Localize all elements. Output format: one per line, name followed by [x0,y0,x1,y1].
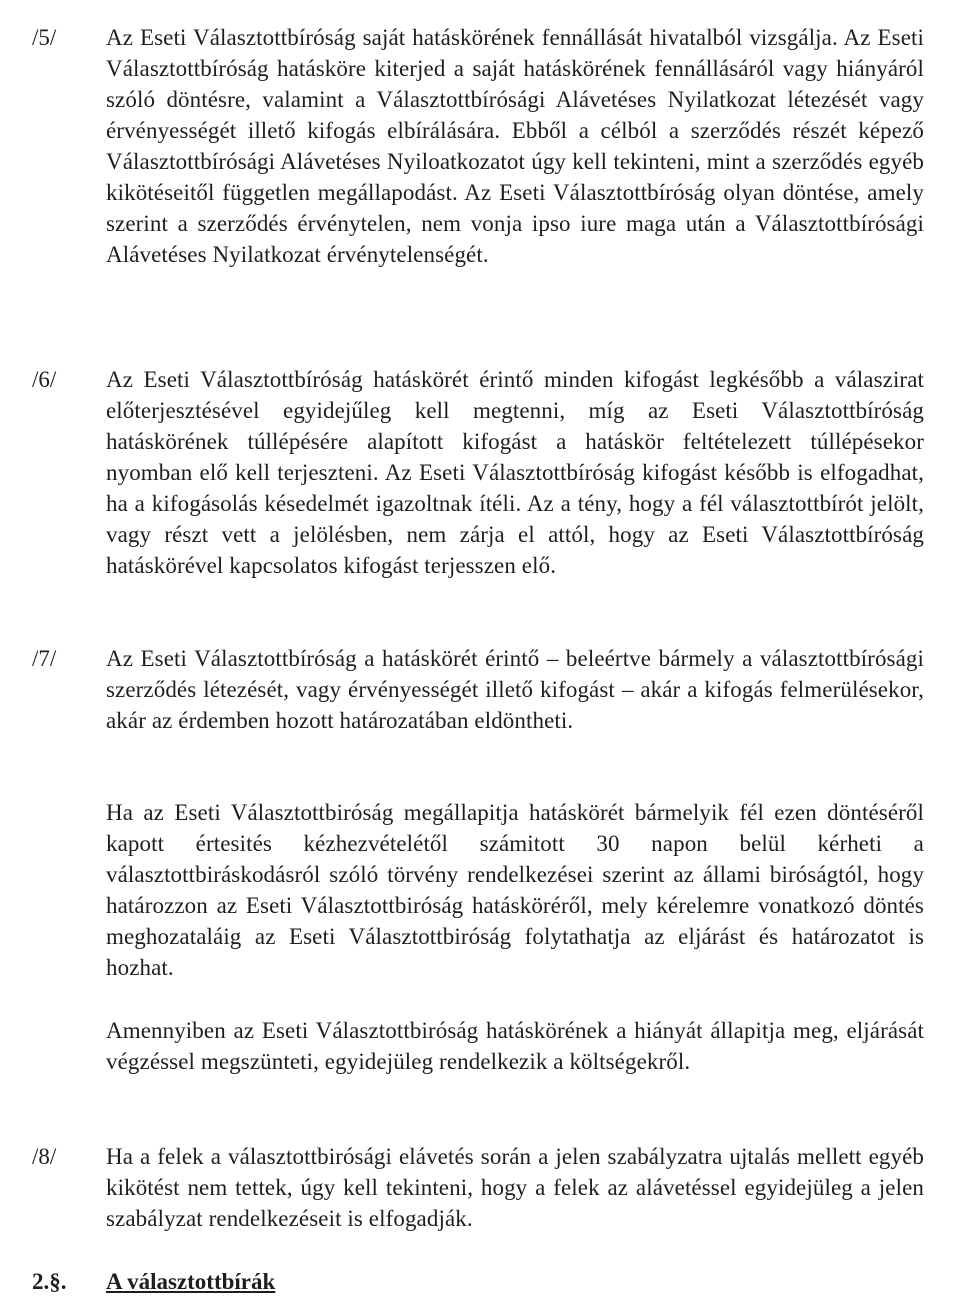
section-title: A választottbírák [106,1269,276,1294]
paragraph-text: Ha az Eseti Választottbiróság megállapitja hatáskörét bármelyik fél ezen döntéséről kapott értesités kézhezvételétől számitott 30 napon belül kérheti a választottbiráskodásról szóló törvény rendelkezései szerint az állami biróságtól, hogy határozzon az Eseti Választottbiróság hatásköréről, mely kérelemre vonatkozó döntés meghozataláig az Eseti Választottbiróság folytathatja az eljárást és határozatot is hozhat. [106,800,924,980]
paragraph-number: /5/ [32,25,57,50]
paragraph-number: /7/ [32,646,57,671]
paragraph-text: Az Eseti Választottbíróság hatáskörét érintő minden kifogást legkésőbb a válaszirat előterjesztésével egyidejűleg kell megtenni, míg az Eseti Választottbíróság hatáskörének túllépésére alapított kifogást a hatáskör feltételezett túllépésekor nyomban elő kell terjeszteni. Az Eseti Választottbíróság kifogást később is elfogadhat, ha a kifogásolás késedelmét igazoltnak ítéli. Az a tény, hogy a fél választottbírót jelölt, vagy részt vett a jelölésben, nem zárja el attól, hogy az Eseti Választottbíróság hatáskörével kapcsolatos kifogást terjesszen elő. [106,367,924,578]
paragraph-text: Az Eseti Választottbíróság saját hatáskörének fennállását hivatalból vizsgálja. Az Eseti Választottbíróság hatásköre kiterjed a saját hatáskörének fennállásáról vagy hiányáról szóló döntésre, valamint a Választottbírósági Alávetéses Nyilatkozat létezését vagy érvényességét illető kifogás elbírálására. Ebből a célból a szerződés részét képező Választottbírósági Alávetéses Nyiloatkozatot úgy kell tekinteni, mint a szerződés egyéb kikötéseitől független megállapodást. Az Eseti Választottbíróság olyan döntése, amely szerint a szerződés érvénytelen, nem vonja ipso iure maga után a Választottbírósági Alávetéses Nyilatkozat érvénytelenségét. [106,25,924,267]
paragraph-text: Amennyiben az Eseti Választottbiróság hatáskörének a hiányát állapitja meg, eljárását végzéssel megszünteti, egyidejüleg rendelkezik a költségekről. [106,1018,924,1074]
paragraph-number: /6/ [32,367,57,392]
paragraph-text: Az Eseti Választottbíróság a hatáskörét érintő – beleértve bármely a választottbírósági szerződés létezését, vagy érvényességét illető kifogást – akár a kifogás felmerülésekor, akár az érdemben hozott határozatában eldöntheti. [106,646,924,733]
paragraph-number: /8/ [32,1144,57,1169]
paragraph-text: Ha a felek a választottbirósági elávetés során a jelen szabályzatra ujtalás mellett egyéb kikötést nem tettek, úgy kell tekinteni, hogy a felek az alávetéssel egyidejüleg a jelen szabályzat rendelkezéseit is elfogadják. [106,1144,924,1231]
section-number: 2.§. [32,1269,67,1294]
